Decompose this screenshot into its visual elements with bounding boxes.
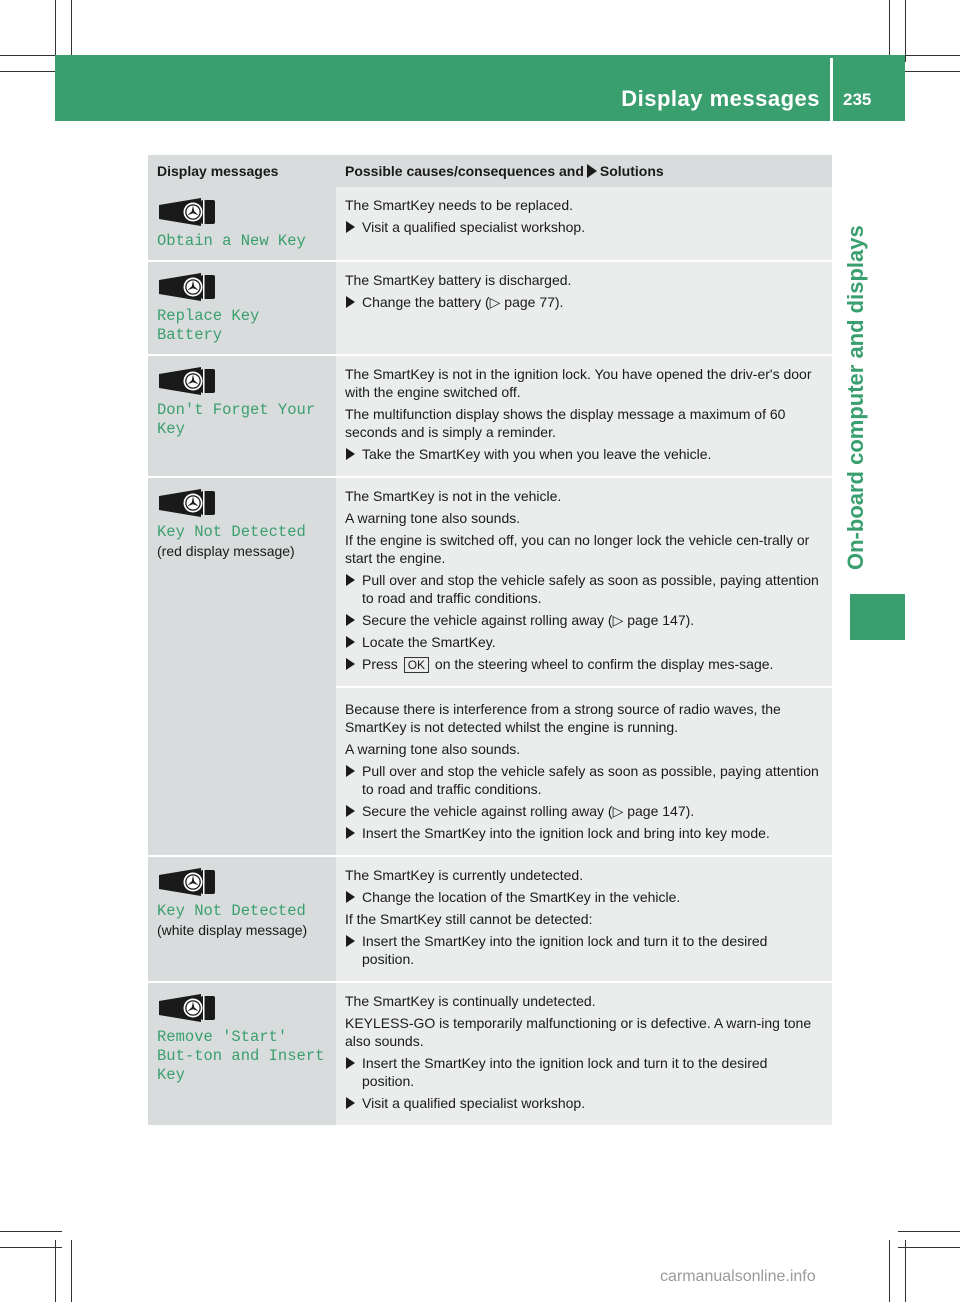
solution-cell — [336, 687, 832, 856]
paragraph: KEYLESS-GO is temporarily malfunctioning or is defective. A warn-ing tone also sounds. — [345, 1015, 812, 1049]
paragraph: The SmartKey battery is discharged. — [345, 272, 572, 288]
crop-mark — [0, 1247, 62, 1248]
paragraph: The SmartKey is currently undetected. — [345, 867, 584, 883]
message-cell — [148, 477, 336, 856]
watermark: carmanualsonline.info — [660, 1268, 816, 1285]
smartkey-icon — [157, 271, 217, 303]
instruction-step: Change the location of the SmartKey in the vehicle. — [345, 888, 823, 906]
crop-mark — [898, 55, 960, 56]
paragraph: A warning tone also sounds. — [345, 741, 521, 757]
page-title: Display messages — [621, 86, 820, 111]
solution-cell — [336, 477, 832, 687]
paragraph: The SmartKey is not in the vehicle. — [345, 488, 562, 504]
table-row — [148, 261, 832, 355]
crop-mark — [55, 0, 56, 62]
smartkey-icon — [157, 992, 217, 1024]
crop-mark — [0, 55, 62, 56]
paragraph: Because there is interference from a strong source of radio waves, the SmartKey is not detected whilst the engine is running. — [345, 701, 781, 735]
display-message-text: Replace Key Battery — [157, 307, 260, 344]
crop-mark — [55, 1240, 56, 1302]
header-divider — [830, 58, 833, 121]
paragraph: The SmartKey is continually undetected. — [345, 993, 596, 1009]
instruction-step: Visit a qualified specialist workshop. — [345, 218, 823, 236]
crop-mark — [0, 71, 62, 72]
message-cell — [148, 261, 336, 355]
chapter-side-label: On-board computer and displays — [843, 225, 868, 570]
table-header-row — [148, 155, 832, 187]
instruction-step: Press OK on the steering wheel to confirm the display mes-sage. — [345, 655, 823, 673]
page-number: 235 — [843, 90, 872, 109]
instruction-step: Pull over and stop the vehicle safely as soon as possible, paying attention to road and traffic conditions. — [345, 762, 823, 798]
chapter-tab — [850, 594, 905, 640]
crop-mark — [71, 1240, 72, 1302]
instruction-step: Change the battery (▷ page 77). — [345, 293, 823, 311]
instruction-step: Locate the SmartKey. — [345, 633, 823, 651]
display-messages-table — [148, 155, 832, 1127]
display-message-text: Key Not Detected — [157, 523, 306, 541]
crop-mark — [898, 1231, 960, 1232]
crop-mark — [898, 71, 960, 72]
table-row — [148, 355, 832, 477]
solution-cell — [336, 856, 832, 982]
solution-cell — [336, 355, 832, 477]
instruction-step: Visit a qualified specialist workshop. — [345, 1094, 823, 1112]
table-row — [148, 982, 832, 1126]
crop-mark — [71, 0, 72, 62]
instruction-step: Insert the SmartKey into the ignition lock and bring into key mode. — [345, 824, 823, 842]
message-cell — [148, 856, 336, 982]
col-header-messages: Display messages — [148, 155, 336, 187]
table-row — [148, 187, 832, 261]
paragraph: A warning tone also sounds. — [345, 510, 521, 526]
crop-mark — [0, 1231, 62, 1232]
solution-cell — [336, 982, 832, 1126]
paragraph: The SmartKey needs to be replaced. — [345, 197, 574, 213]
crop-mark — [905, 0, 906, 62]
paragraph: If the engine is switched off, you can no longer lock the vehicle cen-trally or start the engine. — [345, 532, 810, 566]
message-cell — [148, 187, 336, 261]
instruction-step: Insert the SmartKey into the ignition lock and turn it to the desired position. — [345, 932, 823, 968]
instruction-step: Take the SmartKey with you when you leave the vehicle. — [345, 445, 823, 463]
instruction-step: Secure the vehicle against rolling away (▷ page 147). — [345, 611, 823, 629]
col-header-causes: Possible causes/consequences and Solutions — [336, 155, 832, 187]
table-row — [148, 856, 832, 982]
table-row — [148, 477, 832, 687]
display-message-text: Obtain a New Key — [157, 232, 306, 250]
paragraph: If the SmartKey still cannot be detected: — [345, 911, 593, 927]
display-message-text: Remove 'Start' But-ton and Insert Key — [157, 1028, 325, 1084]
crop-mark — [898, 1247, 960, 1248]
crop-mark — [889, 1240, 890, 1302]
smartkey-icon — [157, 487, 217, 519]
paragraph: The multifunction display shows the display message a maximum of 60 seconds and is simply a reminder. — [345, 406, 786, 440]
message-cell — [148, 355, 336, 477]
ok-button-icon: OK — [404, 657, 429, 673]
crop-mark — [905, 1240, 906, 1302]
display-message-text: Key Not Detected — [157, 902, 306, 920]
smartkey-icon — [157, 365, 217, 397]
message-note: (white display message) — [157, 922, 308, 938]
smartkey-icon — [157, 866, 217, 898]
instruction-step: Pull over and stop the vehicle safely as soon as possible, paying attention to road and traffic conditions. — [345, 571, 823, 607]
message-cell — [148, 982, 336, 1126]
display-message-text: Don't Forget Your Key — [157, 401, 316, 438]
solution-cell — [336, 187, 832, 261]
message-note: (red display message) — [157, 543, 295, 559]
arrow-right-icon — [587, 164, 597, 178]
paragraph: The SmartKey is not in the ignition lock. You have opened the driv-er's door with the engine switched off. — [345, 366, 812, 400]
instruction-step: Insert the SmartKey into the ignition lock and turn it to the desired position. — [345, 1054, 823, 1090]
crop-mark — [889, 0, 890, 62]
smartkey-icon — [157, 196, 217, 228]
instruction-step: Secure the vehicle against rolling away (▷ page 147). — [345, 802, 823, 820]
solution-cell — [336, 261, 832, 355]
